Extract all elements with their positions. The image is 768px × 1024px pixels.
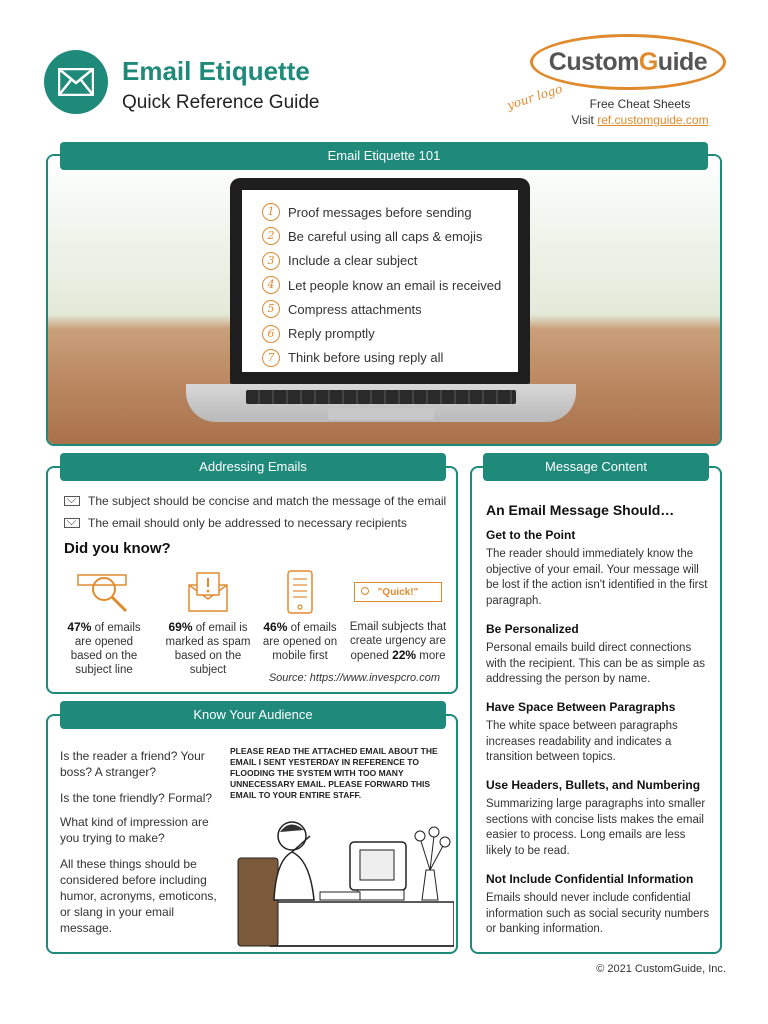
list-item: 5 Compress attachments	[262, 297, 501, 321]
audience-paragraph: Is the tone friendly? Formal?	[60, 791, 213, 805]
laptop-base	[186, 384, 576, 422]
visit-line: Visit ref.customguide.com	[571, 113, 709, 127]
number-badge-icon: 6	[262, 325, 280, 343]
magnifier-icon	[58, 568, 150, 616]
audience-paragraph: What kind of impression are you trying to make?	[60, 815, 209, 845]
copyright: © 2021 CustomGuide, Inc.	[596, 963, 726, 975]
brand-logo: CustomGuide	[530, 34, 726, 90]
envelope-icon	[64, 518, 80, 528]
tips-list	[262, 200, 501, 370]
cheat-sheets-text: Free Cheat Sheets	[589, 97, 691, 111]
message-content-title: Message Content	[483, 453, 709, 481]
list-item: 2 Be careful using all caps & emojis	[262, 224, 501, 248]
etiquette-101-title: Email Etiquette 101	[60, 142, 708, 170]
list-item: 6 Reply promptly	[262, 321, 501, 345]
list-item: 7 Think before using reply all	[262, 346, 501, 370]
did-you-know-heading: Did you know?	[64, 540, 171, 557]
spam-envelope-icon	[162, 568, 254, 616]
mobile-icon	[254, 568, 346, 616]
message-section: Get to the Point The reader should immediately know the objective of your email. Your message will be lost if the action isn't identified in the first paragraph.	[486, 528, 708, 607]
etiquette-101-panel	[46, 154, 722, 446]
addressing-panel	[46, 466, 458, 694]
addressing-title: Addressing Emails	[60, 453, 446, 481]
page-subtitle: Quick Reference Guide	[122, 92, 320, 113]
audience-paragraph: All these things should be considered before including humor, acronyms, emoticons, or slang in your email message.	[60, 857, 217, 935]
message-section: Be Personalized Personal emails build direct connections with the recipient. This can be as simple as addressing the person by name.	[486, 622, 706, 685]
email-logo-icon	[44, 50, 108, 114]
list-item: 4 Let people know an email is received	[262, 273, 501, 297]
stat-spam: 69% of email is marked as spam based on the subject	[162, 568, 254, 677]
message-content-panel	[470, 466, 722, 954]
office-cartoon-icon	[230, 808, 454, 955]
audience-panel	[46, 714, 458, 954]
number-badge-icon: 2	[262, 227, 280, 245]
page-title: Email Etiquette	[122, 56, 310, 86]
your-logo-note: your logo	[505, 81, 565, 113]
message-section: Not Include Confidential Information Emails should never include confidential information such as social security numbers or banking information.	[486, 872, 710, 935]
envelope-icon	[64, 496, 80, 506]
ref-link[interactable]: ref.customguide.com	[597, 113, 709, 127]
number-badge-icon: 1	[262, 203, 280, 221]
audience-title: Know Your Audience	[60, 701, 446, 729]
message-section: Have Space Between Paragraphs The white space between paragraphs increases readability and indicates a transition between topics.	[486, 700, 678, 763]
message-section: Use Headers, Bullets, and Numbering Summarizing large paragraphs into smaller sections with concise lists makes the email easier to process. Long emails are less likely to be read.	[486, 778, 706, 857]
quick-tag-icon: "Quick!"	[346, 568, 450, 616]
audience-paragraph: Is the reader a friend? Your boss? A stranger?	[60, 749, 205, 779]
stat-mobile: 46% of emails are opened on mobile first	[254, 568, 346, 663]
stat-urgency: "Quick!" Email subjects that create urgency are opened 22% more	[346, 568, 450, 663]
cartoon-caption: PLEASE READ THE ATTACHED EMAIL ABOUT THE EMAIL I SENT YESTERDAY IN REFERENCE TO FLOODING THE SYSTEM WITH TOO MANY UNNECESSARY EMAIL. PLEASE FORWARD THIS EMAIL TO YOUR ENTIRE STAFF.	[230, 746, 438, 800]
list-item: 3 Include a clear subject	[262, 249, 501, 273]
stat-subject-line: 47% of emails are opened based on the subject line	[58, 568, 150, 677]
number-badge-icon: 4	[262, 276, 280, 294]
message-heading: An Email Message Should…	[486, 502, 675, 518]
list-item: The email should only be addressed to necessary recipients	[64, 516, 407, 530]
source-citation: Source: https://www.invespcro.com	[268, 672, 440, 684]
list-item: The subject should be concise and match the message of the email	[64, 494, 446, 508]
list-item: 1 Proof messages before sending	[262, 200, 501, 224]
number-badge-icon: 5	[262, 300, 280, 318]
header	[0, 0, 768, 140]
number-badge-icon: 3	[262, 252, 280, 270]
number-badge-icon: 7	[262, 349, 280, 367]
